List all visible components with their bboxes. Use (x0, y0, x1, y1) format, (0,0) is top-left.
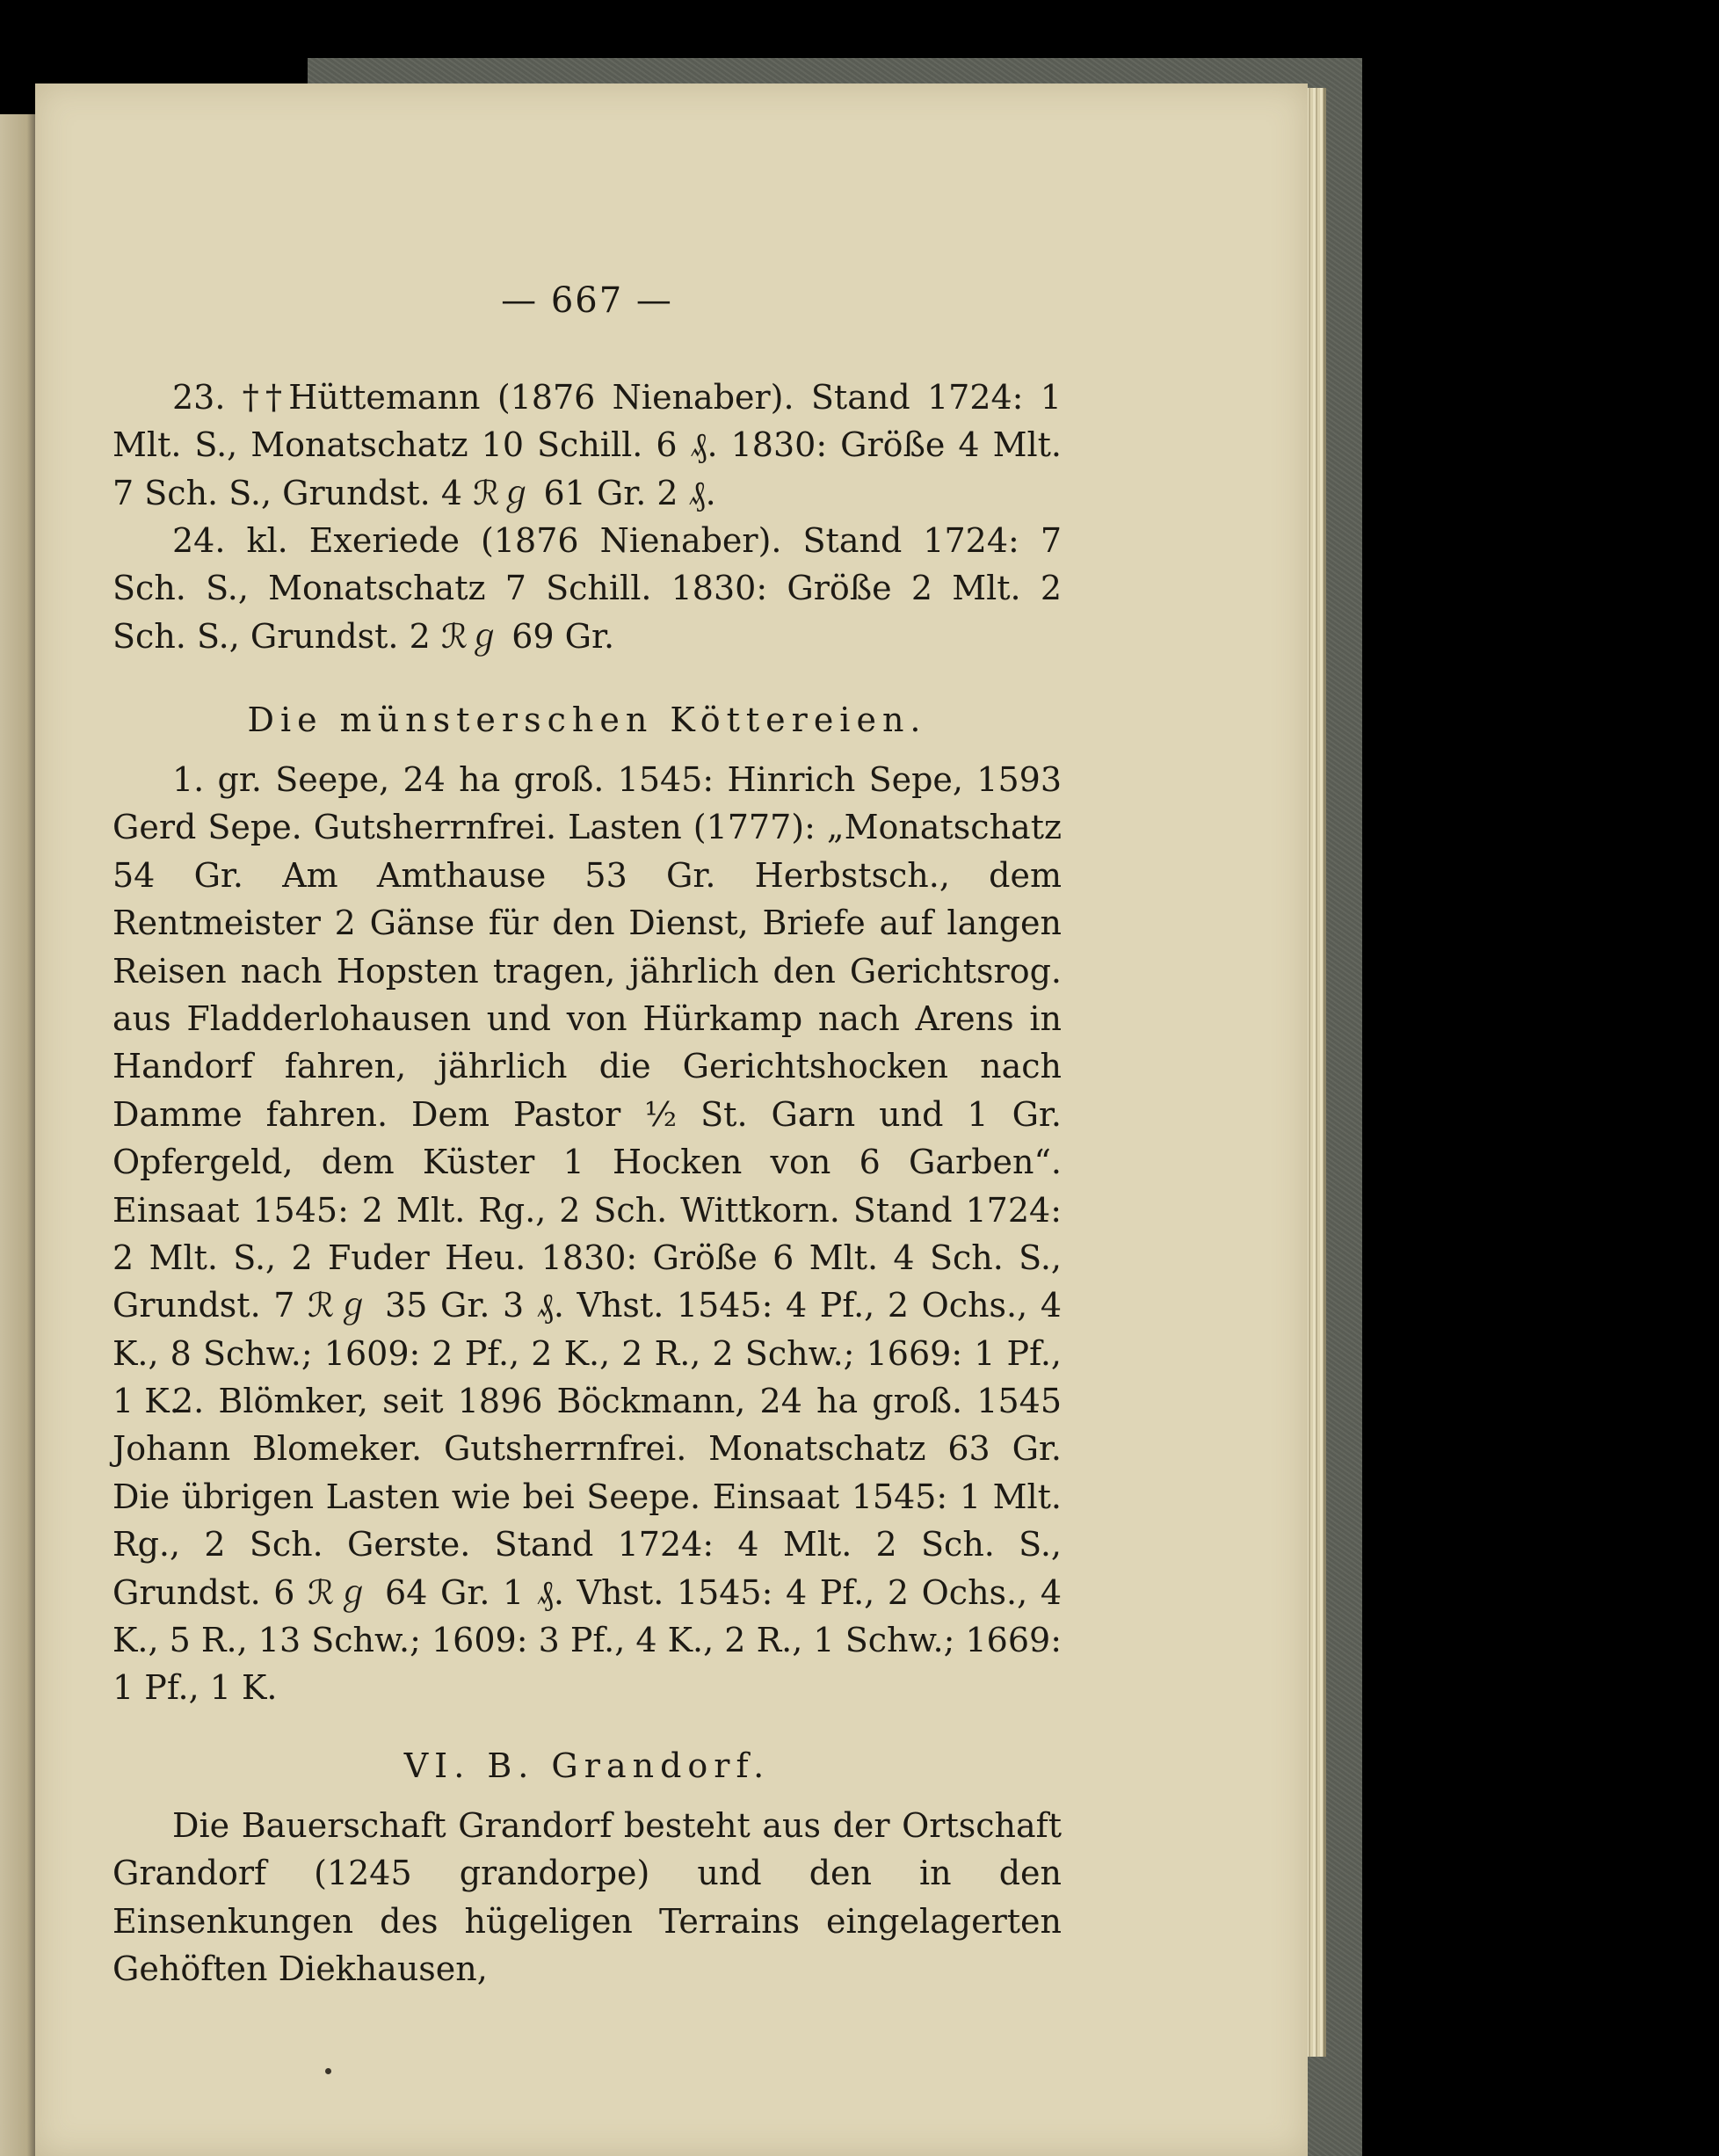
section-heading-grandorf: VI. B. Grandorf. (403, 1746, 771, 1785)
entry-bloemker (112, 1377, 1062, 1712)
paragraph: 2. Blömker, seit 1896 Böckmann, 24 ha groß. 1545 Johann Blomeker. Gutsherrnfrei. Monatschatz 63 Gr. Die übrigen Lasten wie bei Seepe. Einsaat 1545: 1 Mlt. Rg., 2 Sch. Gerste. Stand 1724: 4 Mlt. 2 Sch. S., Grundst. 6 ℛℊ 64 Gr. 1 ₰. Vhst. 1545: 4 Pf., 2 Ochs., 4 K., 5 R., 13 Schw.; 1609: 3 Pf., 4 K., 2 R., 1 Schw.; 1669: 1 Pf., 1 K. (112, 1382, 1062, 1708)
section-heading-koettereien: Die münsterschen Köttereien. (247, 701, 927, 739)
book-page (35, 83, 1308, 2156)
entry-grandorf-intro (112, 1802, 1062, 1993)
paragraph: 1. gr. Seepe, 24 ha groß. 1545: Hinrich Sepe, 1593 Gerd Sepe. Gutsherrnfrei. Lasten (1777): „Monatschatz 54 Gr. Am Amthause 53 Gr. Herbstsch., dem Rentmeister 2 Gänse für den Dienst, Briefe auf langen Reisen nach Hopsten tragen, jährlich den Gerichtsrog. aus Fladderlohausen und von Hürkamp nach Arens in Handorf fahren, jährlich die Gerichtshocken nach Damme fahren. Dem Pastor ½ St. Garn und 1 Gr. Opfergeld, dem Küster 1 Hocken von 6 Garben“. Einsaat 1545: 2 Mlt. Rg., 2 Sch. Wittkorn. Stand 1724: 2 Mlt. S., 2 Fuder Heu. 1830: Größe 6 Mlt. 4 Sch. S., Grundst. 7 ℛℊ 35 Gr. 3 ₰. Vhst. 1545: 4 Pf., 2 Ochs., 4 K., 8 Schw.; 1609: 2 Pf., 2 K., 2 R., 2 Schw.; 1669: 1 Pf., 1 K. (112, 760, 1062, 1421)
left-page-edge (0, 114, 39, 2156)
paragraph: 24. kl. Exeriede (1876 Nienaber). Stand 1724: 7 Sch. S., Monatschatz 7 Schill. 1830: Größe 2 Mlt. 2 Sch. S., Grundst. 2 ℛℊ 69 Gr. (112, 521, 1062, 656)
ink-speck (325, 2068, 331, 2074)
entry-seepe (112, 756, 1062, 1426)
paragraph: Die Bauerschaft Grandorf besteht aus der Ortschaft Grandorf (1245 grandorpe) und den in den Einsenkungen des hügeligen Terrains eingelagerten Gehöften Diekhausen, (112, 1806, 1062, 1989)
page-number: — 667 — (501, 280, 673, 321)
paragraph: 23. ††Hüttemann (1876 Nienaber). Stand 1724: 1 Mlt. S., Monatschatz 10 Schill. 6 ₰. 1830: Größe 4 Mlt. 7 Sch. S., Grundst. 4 ℛℊ 61 Gr. 2 ₰. (112, 378, 1062, 512)
entry-23 (112, 374, 1062, 517)
entry-24 (112, 517, 1062, 660)
